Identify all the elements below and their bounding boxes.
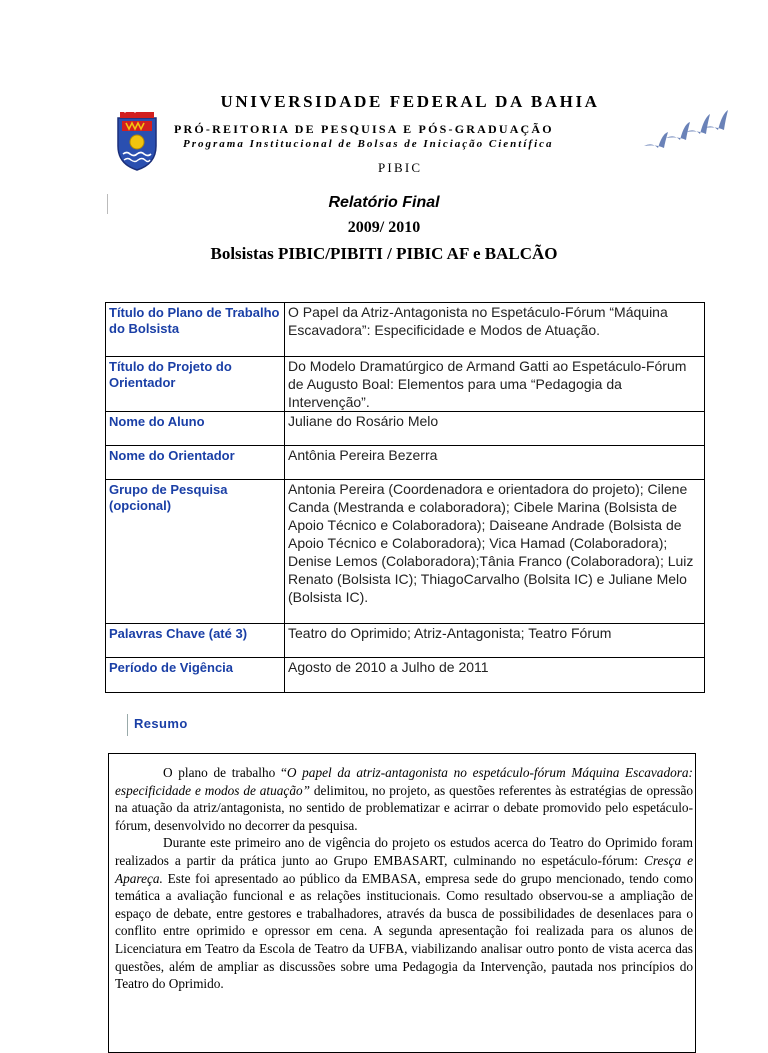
- row-value: Agosto de 2010 a Julho de 2011: [285, 658, 705, 693]
- birds-flight-icon: [640, 108, 730, 160]
- report-year: 2009/ 2010: [347, 219, 421, 236]
- prorectorate-name: PRÓ-REITORIA DE PESQUISA E PÓS-GRADUAÇÃO: [174, 122, 554, 136]
- row-value: Do Modelo Dramatúrgico de Armand Gatti ao Espetáculo-Fórum de Augusto Boal: Elementos para uma “Pedagogia da Intervenção”.: [285, 357, 705, 412]
- row-value: Juliane do Rosário Melo: [285, 412, 705, 446]
- report-title: Relatório Final: [328, 194, 440, 211]
- table-row: [106, 446, 705, 480]
- summary-paragraph: [109, 834, 695, 992]
- row-label: Nome do Orientador: [106, 446, 285, 480]
- row-label: Grupo de Pesquisa (opcional): [106, 480, 285, 624]
- row-value: Antonia Pereira (Coordenadora e orientadora do projeto); Cilene Canda (Mestranda e colaboradora); Cibele Marina (Bolsista de Apoio Técnico e Colaboradora); Daiseane Andrade (Bolsista de Apoio Técnico e Colaboradora); Vica Hamad (Colaboradora); Denise Lemos (Colaboradora);Tânia Franco (Colaboradora); Luiz Renato (Bolsista IC); ThiagoCarvalho (Bolsita IC) e Juliane Melo (Bolsista IC).: [285, 480, 705, 624]
- ufba-coat-of-arms-icon: [114, 112, 160, 174]
- text-run: Este foi apresentado ao público da EMBASA, empresa sede do grupo mencionado, tendo como temática a avaliação funcional e as relações institucionais. Como resultado observou-se a ampliação de espaço de debate, entre gestores e trabalhadores, através da busca de possibilidades de desenlaces para o conflito entre oprimido e opressor em cena. A segunda apresentação foi realizada para os alunos de Licenciatura em Teatro da Escola de Teatro da UFBA, viabilizando analisar outro ponto de vista acerca das questões, além de ampliar as discussões sobre uma Pedagogia da Intervenção, pautada nos princípios do Teatro do Oprimido.: [115, 870, 693, 992]
- text-run: Durante este primeiro ano de vigência do projeto os estudos acerca do Teatro do Oprimido foram realizados a partir da prática junto ao Grupo EMBASART, culminando no espetáculo-fórum:: [115, 835, 693, 868]
- summary-box: [108, 753, 696, 1053]
- row-label: Palavras Chave (até 3): [106, 624, 285, 658]
- program-name: Programa Institucional de Bolsas de Iniciação Científica: [183, 138, 554, 150]
- table-row: [106, 303, 705, 357]
- summary-paragraph: [109, 764, 695, 834]
- text-run: O plano de trabalho “: [163, 765, 287, 780]
- row-label: Título do Projeto do Orientador: [106, 357, 285, 412]
- table-row: [106, 357, 705, 412]
- summary-heading: Resumo: [134, 716, 188, 731]
- row-label: Período de Vigência: [106, 658, 285, 693]
- plan-title-italic: O papel da atriz-antagonista no espetáculo-fórum Máquina Escavadora: especificidade e modos de atuação”: [115, 765, 693, 798]
- table-row: [106, 658, 705, 693]
- scholarship-types: Bolsistas PIBIC/PIBITI / PIBIC AF e BALCÃO: [210, 244, 558, 263]
- row-label: Título do Plano de Trabalho do Bolsista: [106, 303, 285, 357]
- table-row: [106, 624, 705, 658]
- table-row: [106, 480, 705, 624]
- row-value: O Papel da Atriz-Antagonista no Espetáculo-Fórum “Máquina Escavadora”: Especificidade e Modos de Atuação.: [285, 303, 705, 357]
- row-value: Antônia Pereira Bezerra: [285, 446, 705, 480]
- row-label: Nome do Aluno: [106, 412, 285, 446]
- text-run: delimitou, no projeto, as questões referentes às estratégias de opressão na atuação da atriz/antagonista, no sentido de problematizar e acirrar o debate promovido pelo espetáculo-fórum, desenvolvido no decorrer da pesquisa.: [115, 782, 693, 833]
- project-info-table: [105, 302, 705, 693]
- university-name: UNIVERSIDADE FEDERAL DA BAHIA: [220, 92, 600, 111]
- show-title-italic: Cresça e Apareça.: [115, 852, 693, 886]
- program-acronym: PIBIC: [378, 160, 423, 175]
- section-marker: [127, 714, 128, 736]
- row-value: Teatro do Oprimido; Atriz-Antagonista; Teatro Fórum: [285, 624, 705, 658]
- table-row: [106, 412, 705, 446]
